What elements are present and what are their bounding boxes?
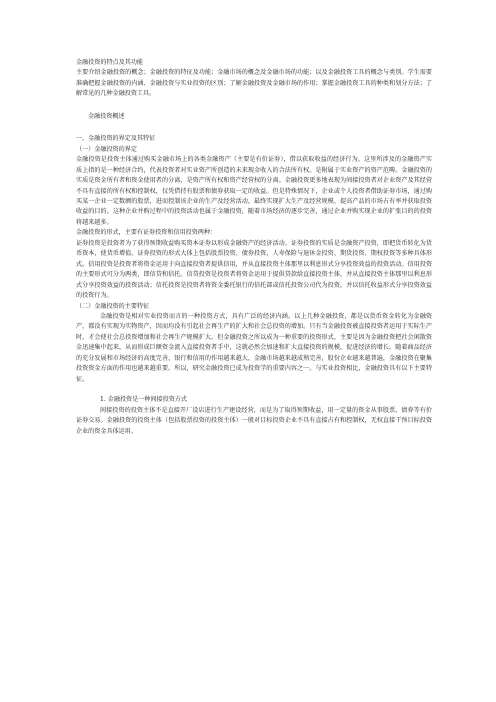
spacer bbox=[76, 100, 432, 112]
paragraph-definition: 金融投资是投资主体通过购买金融市场上的各类金融资产（主要是有价证券），借以获取收益的经济行为。这里所涉及的金融资产实质上指的是一种经济合约，代表投资者对实业资产所创造的未来现金收入的合法所有权。是附属于实业资产的资产范畴。金融投资的实质是资金所有者和资金使用者的分离，是资产所有权和资产经营权的分离。金融投资更多地表现为间接投资者对企业资产及其经营不具有直接的所有权和控制权，仅凭借持有股票和债券获取一定的收益。但是特殊情况下，企业或个人投资者借助证券市场，通过购买某一企业一定数额的股票，进而控制该企业的生产及经营活动，最终实现扩大生产及经营规模、提高产品的市场占有率并获取投资收益的目的。这种企业并购过程中的投资活动也属于金融投资，随着市场经济的逐步完善，通过企业并购实现企业的扩张目的的投资将越来越多。 bbox=[76, 156, 432, 226]
doc-intro: 主要介绍金融投资的概念；金融投资的特征及功能；金融市场的概念及金融市场的功能；以及金融投资工具的概念与类别。学生需要准确把握金融投资的内涵、金融投资与实业投资的区别；了解金融投资及金融市场的作用；掌握金融投资工具的种类和划分方法；了解常见的几种金融投资工具。 bbox=[76, 69, 432, 98]
document-page bbox=[76, 58, 432, 437]
paragraph-features: 金融投资是相对实业投资而言的一种投资方式，具有广泛的经济内涵。以上几种金融投资，都是以货币资金转化为金融资产，都没有实现为实物资产，因而均没有引起社会再生产的扩大和社会总投资的增加。只有当金融投资被直接投资者运用于实际生产时，才会使社会总投资增加和社会再生产规模扩大。但金融投资之所以成为一种重要的投资形式，主要是因为金融投资把社会闲散资金迅速集中起来，从而形成巨额资金流入直接投资者手中，这就必然会加速和扩大直接投资的规模，促进经济的增长。随着商品经济的充分发展和市场经济的高度完善，银行和信用的作用越来越大，金融市场越来越成熟完善，股份企业越来越普遍，金融投资在聚集投资资金方面的作用也越来越重要。所以，研究金融投资已成为投资学的重要内容之一。与实业投资相比，金融投资具有以下主要特征。 bbox=[76, 312, 432, 383]
list-item-1-heading: 1. 金融投资是一种间接投资方式 bbox=[100, 396, 187, 404]
overview-heading: 金融投资概述 bbox=[88, 112, 125, 120]
paragraph-indirect: 间接投资的投资主体不是直接开厂设店进行生产建设经营，而是为了取得预期收益，用一定量的资金从事股票、债券等有价证券交易。金融投资的投资主体（包括股票投资的投资主体）一般对目标投资企业不具有直接占有和控制权，无权直接干预目标投资企业的资金具体运用。 bbox=[76, 406, 432, 435]
spacer bbox=[76, 385, 432, 395]
paragraph-forms: 金融投资的形式，主要有证券投资和信用投资两种： bbox=[76, 229, 217, 237]
subsection-heading-2: （二）金融投资的主要特征 bbox=[76, 302, 150, 310]
section-heading-1: 一、金融投资的界定及其特征 bbox=[76, 135, 156, 143]
spacer bbox=[76, 122, 432, 134]
paragraph-securities: 证券投资是投资者为了获得预期收益购买资本证券以形成金融资产的经济活动。证券投资的实质是金融资产投资，即把货币转化为货币资本，使货币增值。证券投资的形式大体上包括股票投资、债券投资、人寿保险与退休金投资、期货投资、期权投资等多种具体形式。信用投资是投资者将资金运用于向直接投资者提供信用，并从直接投资主体那里以利息形式分享投资效益的投资活动。信用投资的主要形式可分为两类，即信贷和信托。信贷投资是投资者将资金运用于提供贷款给直接投资主体，并从直接投资主体那里以利息形式分享投资效益的投资活动；信托投资是投资者将资金委托银行的信托部或信托投资公司代为投资，并以信托收益形式分享投资效益的投资行为。 bbox=[76, 239, 432, 300]
doc-title: 金融投资的特点及其功能 bbox=[76, 59, 144, 66]
subsection-heading-1: （一）金融投资的界定 bbox=[76, 145, 137, 153]
